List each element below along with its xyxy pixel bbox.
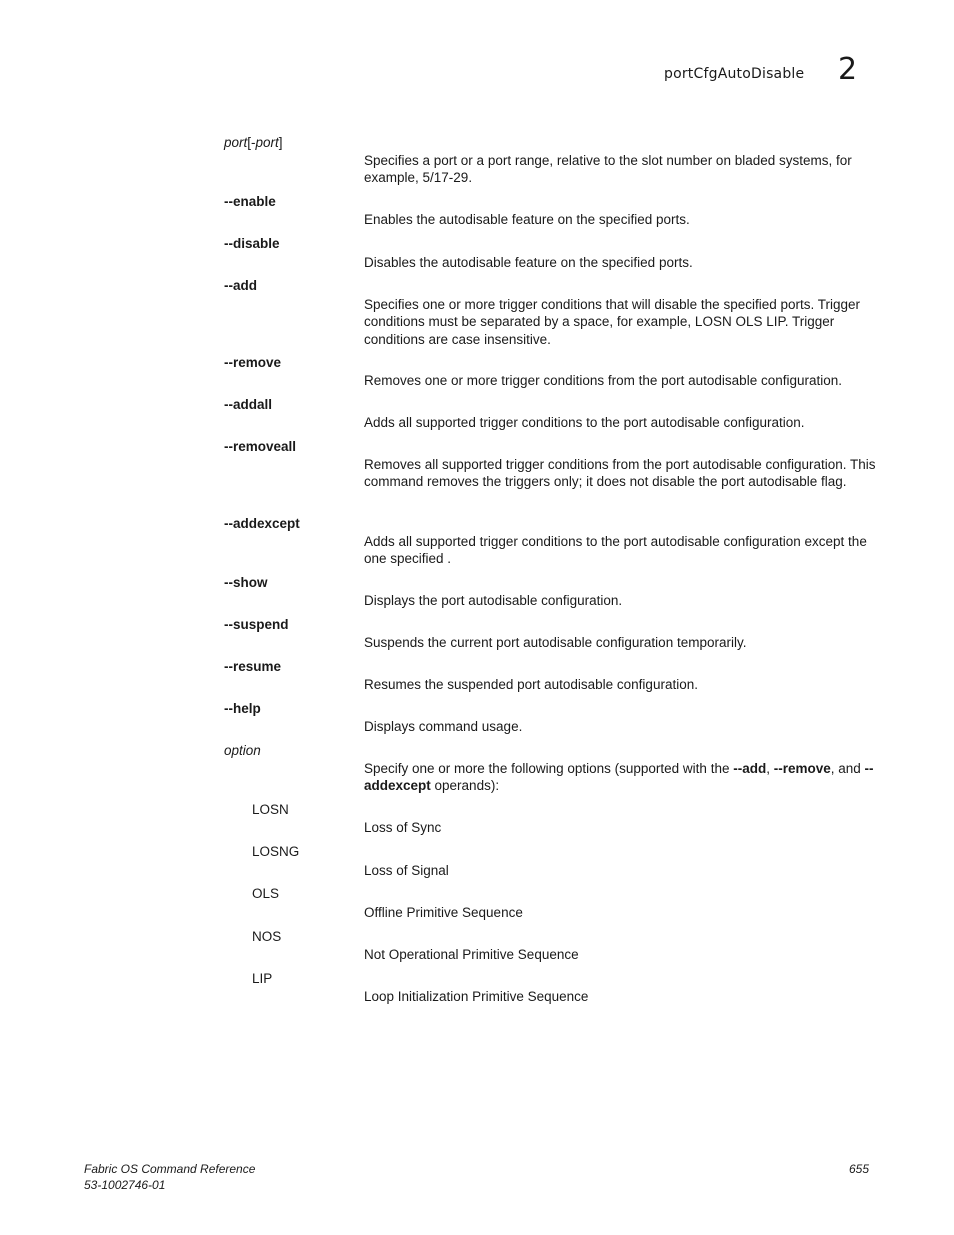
operand-removeall-term: --removeall bbox=[224, 439, 297, 454]
operand-enable-description: Enables the autodisable feature on the specified ports. bbox=[364, 212, 690, 227]
footer-doc-number: 53-1002746-01 bbox=[84, 1177, 166, 1192]
running-header-title: portCfgAutoDisable bbox=[664, 66, 805, 82]
footer-page-number: 655 bbox=[849, 1162, 870, 1176]
operand-suspend-description: Suspends the current port autodisable configuration temporarily. bbox=[364, 635, 747, 650]
option-losng-description: Loss of Signal bbox=[364, 863, 449, 878]
option-lip-description: Loop Initialization Primitive Sequence bbox=[364, 989, 589, 1004]
option-desc-addexcept: --addexcept bbox=[364, 761, 874, 794]
operand-addall-term: --addall bbox=[224, 397, 273, 412]
option-losng-term: LOSNG bbox=[252, 844, 300, 859]
operand-port-term bbox=[224, 135, 283, 150]
port-term-bracket-close: ] bbox=[278, 135, 283, 150]
operand-resume-term: --resume bbox=[224, 659, 282, 674]
operand-enable-term: --enable bbox=[224, 194, 276, 209]
option-desc-sep1: , bbox=[766, 761, 774, 776]
port-term-bracket-open: [- bbox=[247, 135, 256, 150]
operand-help-description: Displays command usage. bbox=[364, 719, 523, 734]
operand-removeall-description: Removes all supported trigger conditions from the port autodisable configuration. This command removes the triggers only; it does not disable the port autodisable flag. bbox=[364, 457, 876, 490]
option-nos-term: NOS bbox=[252, 929, 282, 944]
operand-suspend-term: --suspend bbox=[224, 617, 289, 632]
option-desc-prefix: Specify one or more the following options (supported with the bbox=[364, 761, 734, 776]
operand-show-term: --show bbox=[224, 575, 268, 590]
option-losn-term: LOSN bbox=[252, 802, 289, 817]
operand-show-description: Displays the port autodisable configuration. bbox=[364, 593, 623, 608]
operand-option-description bbox=[364, 760, 876, 795]
operand-disable-description: Disables the autodisable feature on the specified ports. bbox=[364, 255, 693, 270]
operand-addexcept-description: Adds all supported trigger conditions to the port autodisable configuration except the one specified . bbox=[364, 534, 867, 567]
option-desc-sep2: , and bbox=[830, 761, 865, 776]
option-desc-suffix: operands): bbox=[430, 778, 500, 794]
option-losn-description: Loss of Sync bbox=[364, 820, 442, 835]
operand-addexcept-term: --addexcept bbox=[224, 516, 300, 531]
operand-resume-description: Resumes the suspended port autodisable configuration. bbox=[364, 677, 698, 692]
operand-option-term: option bbox=[224, 743, 261, 758]
operand-disable-term: --disable bbox=[224, 236, 280, 251]
operand-addall-description: Adds all supported trigger conditions to the port autodisable configuration. bbox=[364, 415, 805, 430]
operand-add-description: Specifies one or more trigger conditions that will disable the specified ports. Trigger conditions must be separated by a space, for example, LOSN OLS LIP. Trigger conditions are case insensitive. bbox=[364, 297, 860, 347]
port-term-part2: port bbox=[255, 135, 279, 150]
option-desc-add: --add bbox=[733, 761, 767, 776]
option-ols-term: OLS bbox=[252, 886, 280, 901]
operand-add-term: --add bbox=[224, 278, 257, 293]
operand-remove-term: --remove bbox=[224, 355, 282, 370]
option-nos-description: Not Operational Primitive Sequence bbox=[364, 947, 579, 962]
option-lip-term: LIP bbox=[252, 971, 273, 986]
footer-doc-title: Fabric OS Command Reference bbox=[84, 1162, 256, 1176]
operand-help-term: --help bbox=[224, 701, 261, 716]
footer-document-info bbox=[84, 1162, 255, 1193]
option-desc-remove: --remove bbox=[773, 761, 831, 776]
port-term-part1: port bbox=[224, 135, 248, 150]
operand-port-description: Specifies a port or a port range, relative to the slot number on bladed systems, for example, 5/17-29. bbox=[364, 153, 852, 186]
operand-remove-description: Removes one or more trigger conditions from the port autodisable configuration. bbox=[364, 373, 843, 388]
option-ols-description: Offline Primitive Sequence bbox=[364, 905, 523, 920]
chapter-number: 2 bbox=[838, 52, 858, 87]
